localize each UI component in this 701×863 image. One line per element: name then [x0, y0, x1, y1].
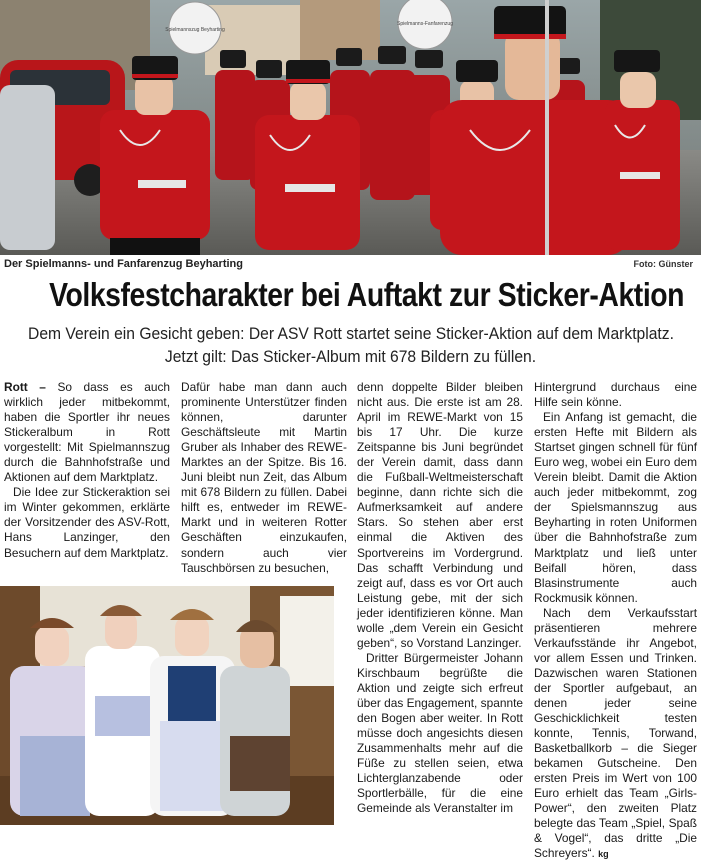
dirndl-photo — [0, 586, 334, 825]
band-photo — [0, 0, 701, 255]
article-headline: Volksfestcharakter bei Auftakt zur Sticker-Aktion — [49, 276, 685, 313]
paragraph: Ein Anfang ist gemacht, die ersten Hefte mit Bildern als Startset gingen schnell für fünf Euro weg, wobei ein Euro dem Verein bleibt. Damit die Aktion auch jeder mitbekommt, zog der Spielsmannszug aus Beyharting in roten Uniformen über die Bahnhofstraße zum Marktplatz und ließ unter Beifall hören, dass Blasinstrumente auch Rockmusik können. — [534, 410, 697, 605]
subhead-line-2: Jetzt gilt: Das Sticker-Album mit 678 Bildern zu füllen. — [164, 347, 537, 366]
paragraph: Dafür habe man dann auch prominente Unterstützer finden können, darunter Geschäftsleute mit Martin Gruber als Inhaber des REWE-Marktes an der Spitze. Bis 16. Juni bleibt nun Zeit, das Album mit 678 Bildern zu füllen. Dabei hilft es, entweder im REWE-Markt und in weiteren Rotter Geschäften einzukaufen, sondern auch vier Tauschbörsen zu besuchen, — [181, 380, 347, 575]
article-column-3 — [357, 380, 523, 816]
paragraph: Hintergrund durchaus eine Hilfe sein könne. — [534, 380, 697, 410]
dateline: Rott – — [4, 380, 46, 394]
paragraph — [534, 606, 697, 863]
article-column-1 — [4, 380, 170, 561]
paragraph — [4, 380, 170, 485]
subhead-line-1: Dem Verein ein Gesicht geben: Der ASV Rott startet seine Sticker-Aktion auf dem Marktplatz. — [28, 324, 674, 343]
article-subhead — [0, 322, 701, 368]
author-signoff: kg — [598, 849, 609, 860]
paragraph-text: Nach dem Verkaufsstart präsentieren mehrere Verkaufsstände ihr Angebot, vor allem Essen und Trinken. Dazwischen waren Stationen der Sportler aufgebaut, an denen jeder seine Geschicklichkeit testen konnte, Tennis, Torwand, Basketballkorb – die Sieger bekamen Gutscheine. Den ersten Preis im Wert von 100 Euro erhielt das Team „Girls-Power“, den zweiten Platz belegte das Team „Spiel, Spaß & Vogel“, das dritte „Die Schreyers“. — [534, 605, 697, 861]
paragraph: Die Idee zur Stickeraktion sei im Winter gekommen, erklärte der Vorsitzender des ASV-Rott, Hans Lanzinger, den Besuchern auf dem Marktplatz. — [4, 485, 170, 560]
article-column-2 — [181, 380, 347, 576]
article-column-4 — [534, 380, 697, 863]
paragraph: Dritter Bürgermeister Johann Kirschbaum begrüßte die Aktion und zeigte sich erfreut über das Engagement, spannte den Bogen aber weiter. In Rott müsse doch angesichts diesen Zusammenhalts mehr auf die Füße zu stellen seien, etwa Lichterglanzabende oder Sportlerbälle, für die eine Gemeinde als Veranstalter im — [357, 650, 523, 816]
drum-label-2: Spielmanns-Fanfarenzug — [397, 21, 453, 27]
photo-caption: Der Spielmanns- und Fanfarenzug Beyharting — [4, 258, 243, 270]
paragraph: denn doppelte Bilder bleiben nicht aus. Die erste ist am 28. April im REWE-Markt von 15 bis 17 Uhr. Die kurze Zeitspanne bis Juni begründet der Verein damit, dass dann die Fußball-Weltmeisterschaft beginne, dann richte sich die Aufmerksamkeit auf andere Stars. So stehen aber erst einmal die Aktiven des Sportvereins im Vordergrund. Das schafft Verbindung und zeigt auf, dass es vor Ort auch Leistung gebe, mit der sich jeder identifizieren könne. Man wolle „dem Verein ein Gesicht geben“, so Vorstand Lanzinger. — [357, 380, 523, 650]
paragraph-text: So dass es auch wirklich jeder mitbekommt, haben die Sportler ihr neues Stickeralbum in Rott vorgestellt: Mit Spielmannszug durch die Bahnhofstraße und Aktionen auf dem Marktplatz. — [4, 380, 170, 485]
drum-label-1: Spielmannszug Beyharting — [165, 27, 225, 33]
photo-credit: Foto: Günster — [633, 259, 693, 269]
